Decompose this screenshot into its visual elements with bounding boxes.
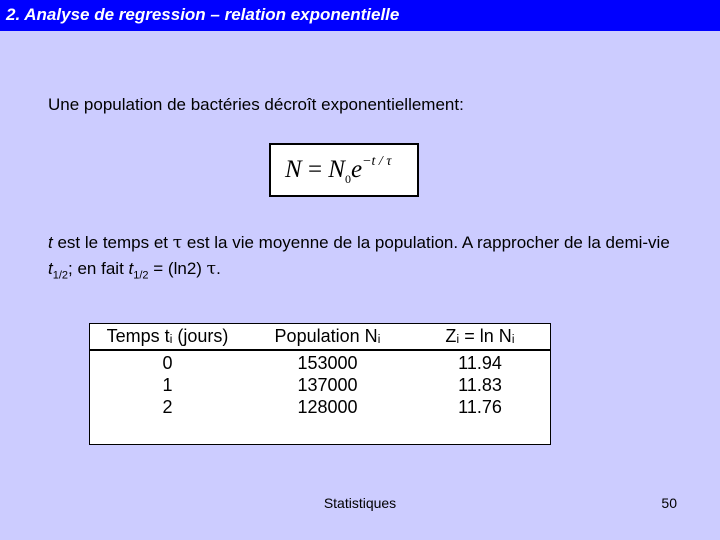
page-number: 50 [661, 495, 677, 511]
table-cell: 0 [162, 353, 173, 373]
table-cell: 11.94 [458, 353, 502, 373]
table-row [90, 396, 550, 418]
formula-exponent: −t / τ [362, 153, 392, 169]
para-var-t: t [48, 233, 53, 252]
table-cell: 137000 [297, 375, 358, 395]
table-row [90, 374, 550, 396]
table-header-cell: Population Nᵢ [245, 324, 410, 350]
para-text: est le temps et [52, 233, 173, 252]
para-text: est la vie moyenne de la population. A rapprocher de la demi-vie [182, 233, 670, 252]
data-table [89, 323, 551, 445]
description-paragraph [48, 230, 688, 288]
formula [285, 153, 392, 187]
formula-n0: N [328, 156, 345, 183]
table-cell: 2 [162, 397, 173, 417]
table-header-cell: Temps tᵢ (jours) [90, 324, 245, 350]
table-cell: 128000 [297, 397, 358, 417]
table-header-row [90, 324, 550, 350]
table-cell: 11.76 [458, 397, 502, 417]
table-cell: 11.83 [458, 375, 502, 395]
para-tau: τ [206, 259, 217, 279]
para-text: . [216, 259, 221, 278]
footer-label: Statistiques [323, 495, 397, 511]
para-text: ; en fait [68, 259, 129, 278]
formula-e: e [350, 156, 363, 183]
para-sub: 1/2 [52, 269, 69, 282]
intro-text: Une population de bactéries décroît exponentiellement: [48, 95, 464, 114]
para-sub: 1/2 [133, 269, 149, 282]
table-header-cell: Zᵢ = ln Nᵢ [410, 324, 550, 350]
formula-n0-sub: 0 [344, 172, 351, 186]
para-var-t: t [128, 259, 134, 278]
formula-box [269, 143, 419, 197]
table-cell: 1 [162, 375, 173, 395]
formula-equals: = [307, 156, 323, 183]
para-tau: τ [172, 233, 183, 253]
title-bar [0, 0, 720, 31]
table-cell: 153000 [297, 353, 358, 373]
para-text: = (ln2) [148, 259, 207, 278]
para-var-t: t [48, 259, 53, 278]
table-row [90, 350, 550, 374]
formula-lhs: N [285, 156, 302, 183]
slide-title: 2. Analyse de regression – relation exponentielle [6, 5, 400, 24]
